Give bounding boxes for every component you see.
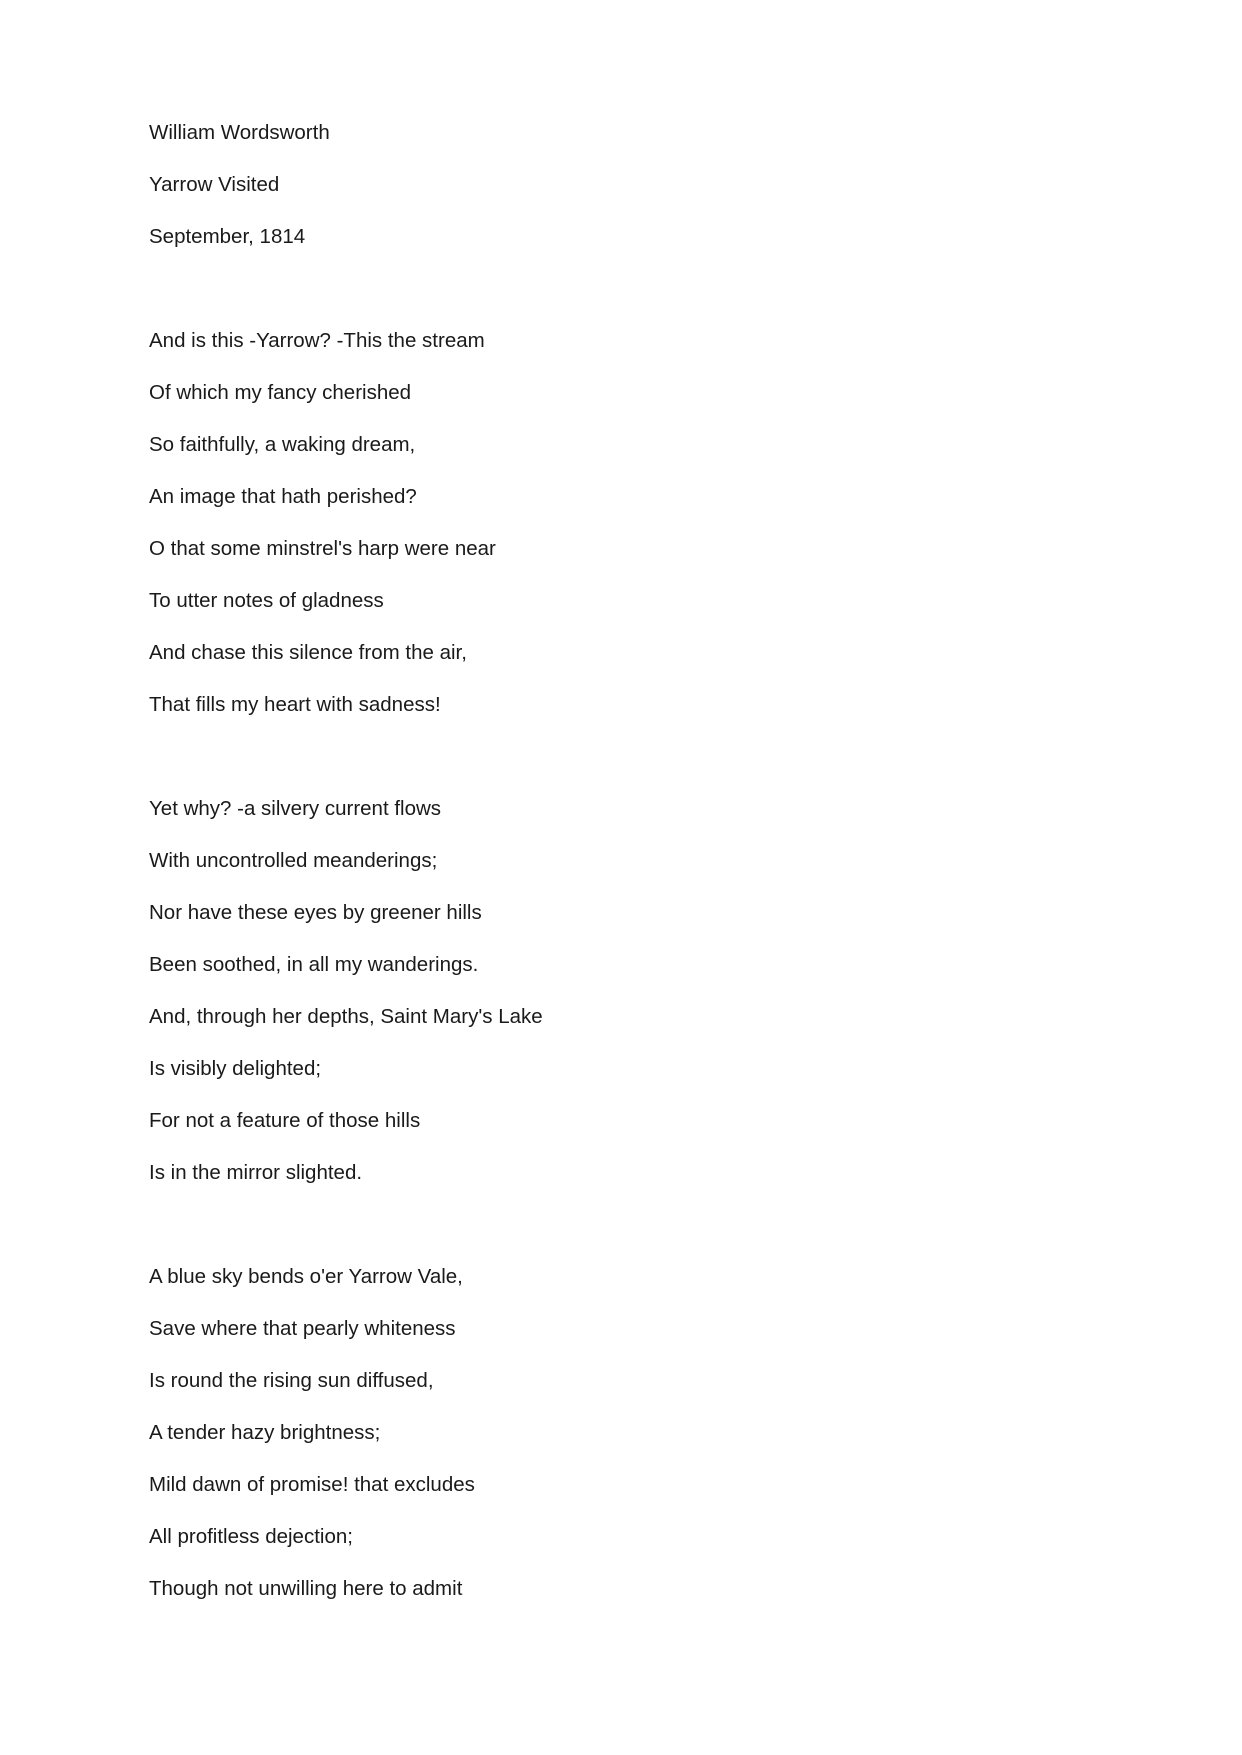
poem-line: Is visibly delighted;	[149, 1057, 322, 1080]
poem-line: An image that hath perished?	[149, 485, 417, 508]
poem-line: So faithfully, a waking dream,	[149, 433, 416, 456]
poem-line: All profitless dejection;	[149, 1525, 353, 1548]
poem-line: Nor have these eyes by greener hills	[149, 901, 482, 924]
poem-line: Though not unwilling here to admit	[149, 1577, 463, 1600]
poem-line: Mild dawn of promise! that excludes	[149, 1473, 475, 1496]
poem-line: That fills my heart with sadness!	[149, 693, 441, 716]
poem-line: Been soothed, in all my wanderings.	[149, 953, 479, 976]
poem-line: With uncontrolled meanderings;	[149, 849, 438, 872]
poem-line: For not a feature of those hills	[149, 1109, 421, 1132]
poem-line: A blue sky bends o'er Yarrow Vale,	[149, 1265, 463, 1288]
poem-date: September, 1814	[149, 225, 306, 248]
poem-line: Yet why? -a silvery current flows	[149, 797, 442, 820]
stanza-3	[149, 1251, 1149, 1615]
poem-line: Save where that pearly whiteness	[149, 1317, 456, 1340]
stanza-break	[149, 263, 1149, 315]
stanza-2	[149, 783, 1149, 1199]
poem-line: O that some minstrel's harp were near	[149, 537, 496, 560]
poem-line: Is round the rising sun diffused,	[149, 1369, 434, 1392]
stanza-break	[149, 731, 1149, 783]
poem-line: And, through her depths, Saint Mary's Lake	[149, 1005, 543, 1028]
poem-line: And is this -Yarrow? -This the stream	[149, 329, 485, 352]
author-name: William Wordsworth	[149, 121, 330, 144]
poem-text	[149, 107, 1149, 1615]
stanza-1	[149, 315, 1149, 731]
poem-title: Yarrow Visited	[149, 173, 280, 196]
poem-line: Is in the mirror slighted.	[149, 1161, 363, 1184]
poem-line: To utter notes of gladness	[149, 589, 384, 612]
poem-line: And chase this silence from the air,	[149, 641, 467, 664]
poem-line: A tender hazy brightness;	[149, 1421, 381, 1444]
poem-line: Of which my fancy cherished	[149, 381, 412, 404]
stanza-break	[149, 1199, 1149, 1251]
